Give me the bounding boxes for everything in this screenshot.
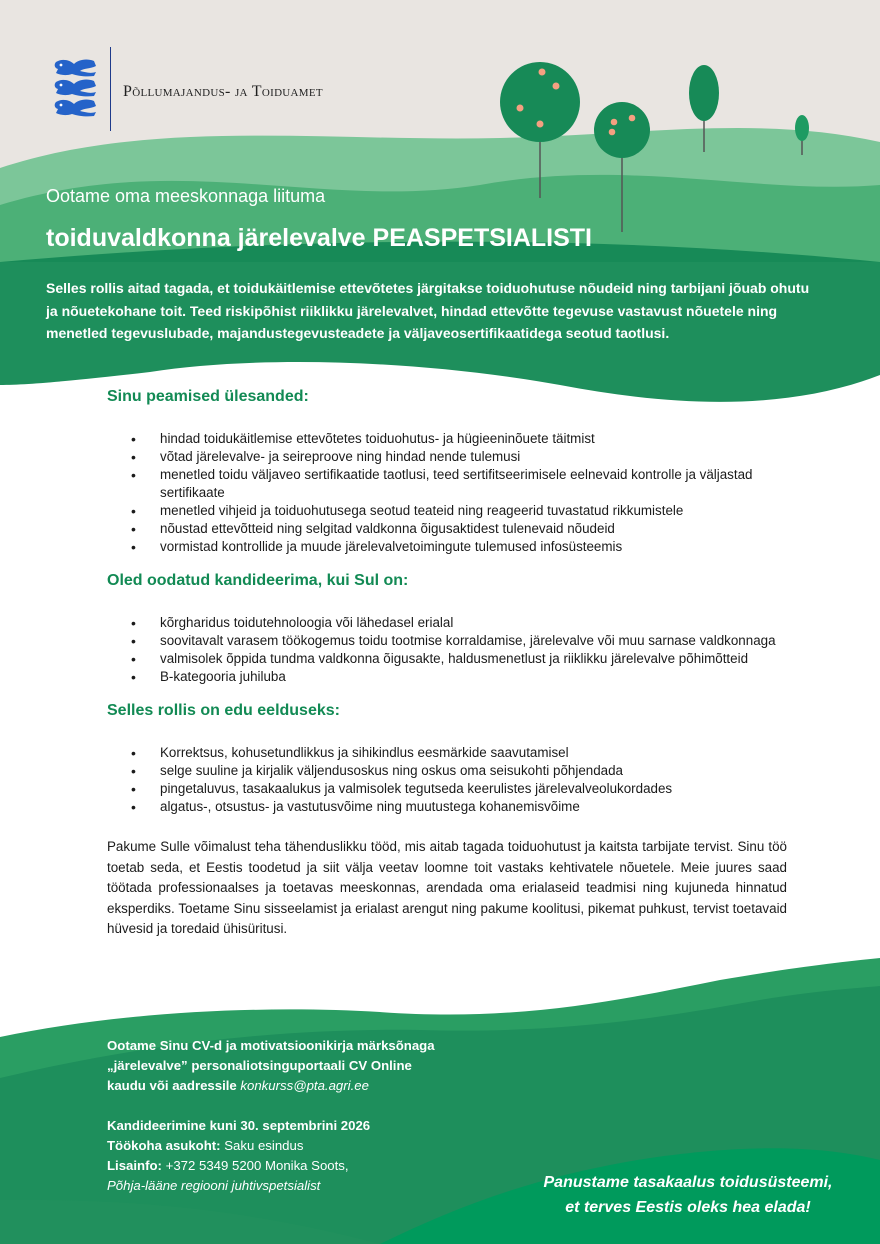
list-item: • soovitavalt varasem töökogemus toidu tootmise korraldamise, järelevalve või muu sarnase valdkonnaga (107, 632, 787, 650)
section-title-tasks: Sinu peamised ülesanded: (107, 388, 309, 405)
list-item: • algatus-, otsustus- ja vastutusvõime ning muutustega kohanemisvõime (107, 798, 787, 816)
list-item: • Korrektsus, kohusetundlikkus ja sihikindlus eesmärkide saavutamisel (107, 744, 787, 762)
logo-divider (110, 47, 111, 131)
tasks-list (107, 430, 787, 556)
job-title: toiduvaldkonna järelevalve PEASPETSIALISTI (46, 224, 592, 252)
list-item: • võtad järelevalve- ja seireproove ning hindad nende tulemusi (107, 448, 787, 466)
intro-line: Ootame oma meeskonnaga liituma (46, 186, 326, 206)
list-item: • menetled toidu väljaveo sertifikaatide taotlusi, teed sertifitseerimisele eelnevaid kontrolle ja väljastad sertifikaate (107, 466, 787, 502)
slogan (512, 1170, 864, 1220)
job-location (107, 1136, 507, 1156)
list-item: • hindad toidukäitlemise ettevõtetes toiduohutus- ja hügieeninõuete täitmist (107, 430, 787, 448)
section-title-success-factors: Selles rollis on edu eelduseks: (107, 702, 340, 719)
main-content (107, 388, 787, 940)
offer-paragraph: Pakume Sulle võimalust teha tähenduslikku tööd, mis aitab tagada toiduohutust ja kaitsta tarbijate tervist. Sinu töö toetab seda, et Eestis toodetud ja siit välja veetav loomne toit vastaks kehtivatele nõuetele. Meie juures saad töötada professionaalses ja toetavas meeskonnas, arendada oma erialaseid teadmisi ning kujuneda hinnatud eksperdiks. Toetame Sinu sisseelamist ja erialast arengut ning pakume koolitusi, pikemat puhkust, tervist toetavaid hüvesid ja toredaid ühisüritusi. (107, 839, 787, 936)
application-line-3 (107, 1076, 507, 1096)
application-email-link[interactable]: konkurss@pta.agri.ee (240, 1078, 369, 1093)
application-line-3-text: kaudu või aadressile (107, 1078, 237, 1093)
contact-info-label: Lisainfo: (107, 1158, 162, 1173)
contact-info (107, 1156, 507, 1176)
list-item: • selge suuline ja kirjalik väljendusoskus ning oskus oma seisukohti põhjendada (107, 762, 787, 780)
list-item: • pingetaluvus, tasakaalukus ja valmisolek tegutseda keerulistes järelevalveolukordades (107, 780, 787, 798)
requirements-list (107, 614, 787, 686)
section-title-requirements: Oled oodatud kandideerima, kui Sul on: (107, 572, 409, 589)
list-item: • nõustad ettevõtteid ning selgitad valdkonna õigusaktidest tulenevaid nõudeid (107, 520, 787, 538)
job-location-value: Saku esindus (224, 1138, 304, 1153)
estonian-coat-of-arms-icon (52, 56, 100, 122)
lead-paragraph: Selles rollis aitad tagada, et toidukäitlemise ettevõtetes järgitakse toiduohutuse nõudeid ning tarbijani jõuab ohutu ja nõuetekohane toit. Teed riskipõhist riiklikku järelevalvet, hindad ettevõtte tegevuse vastavust nõuetele ning menetled tegevuslubade, majandustegevusteadete ja väljaveosertifikaatidega seotud taotlusi. (46, 280, 810, 341)
list-item: • B-kategooria juhiluba (107, 668, 787, 686)
application-deadline: Kandideerimine kuni 30. septembrini 2026 (107, 1118, 371, 1133)
job-location-label: Töökoha asukoht: (107, 1138, 221, 1153)
slogan-line-1: Panustame tasakaalus toidusüsteemi, (543, 1174, 833, 1191)
application-info (107, 1036, 507, 1196)
success-factors-list (107, 744, 787, 816)
slogan-line-2: et terves Eestis oleks hea elada! (565, 1199, 811, 1216)
list-item: • kõrgharidus toidutehnoloogia või lähedasel erialal (107, 614, 787, 632)
organization-name: Põllumajandus- ja Toiduamet (123, 83, 323, 100)
application-line-2: „järelevalve” personaliotsinguportaali CV Online (107, 1058, 412, 1073)
contact-info-value: +372 5349 5200 Monika Soots, (165, 1158, 349, 1173)
list-item: • vormistad kontrollide ja muude järelevalvetoimingute tulemused infosüsteemis (107, 538, 787, 556)
application-line-1: Ootame Sinu CV-d ja motivatsioonikirja märksõnaga (107, 1038, 435, 1053)
contact-role: Põhja-lääne regiooni juhtivspetsialist (107, 1178, 321, 1193)
list-item: • menetled vihjeid ja toiduohutusega seotud teateid ning reageerid tuvastatud rikkumistele (107, 502, 787, 520)
list-item: • valmisolek õppida tundma valdkonna õigusakte, haldusmenetlust ja riiklikku järelevalve põhimõtteid (107, 650, 787, 668)
